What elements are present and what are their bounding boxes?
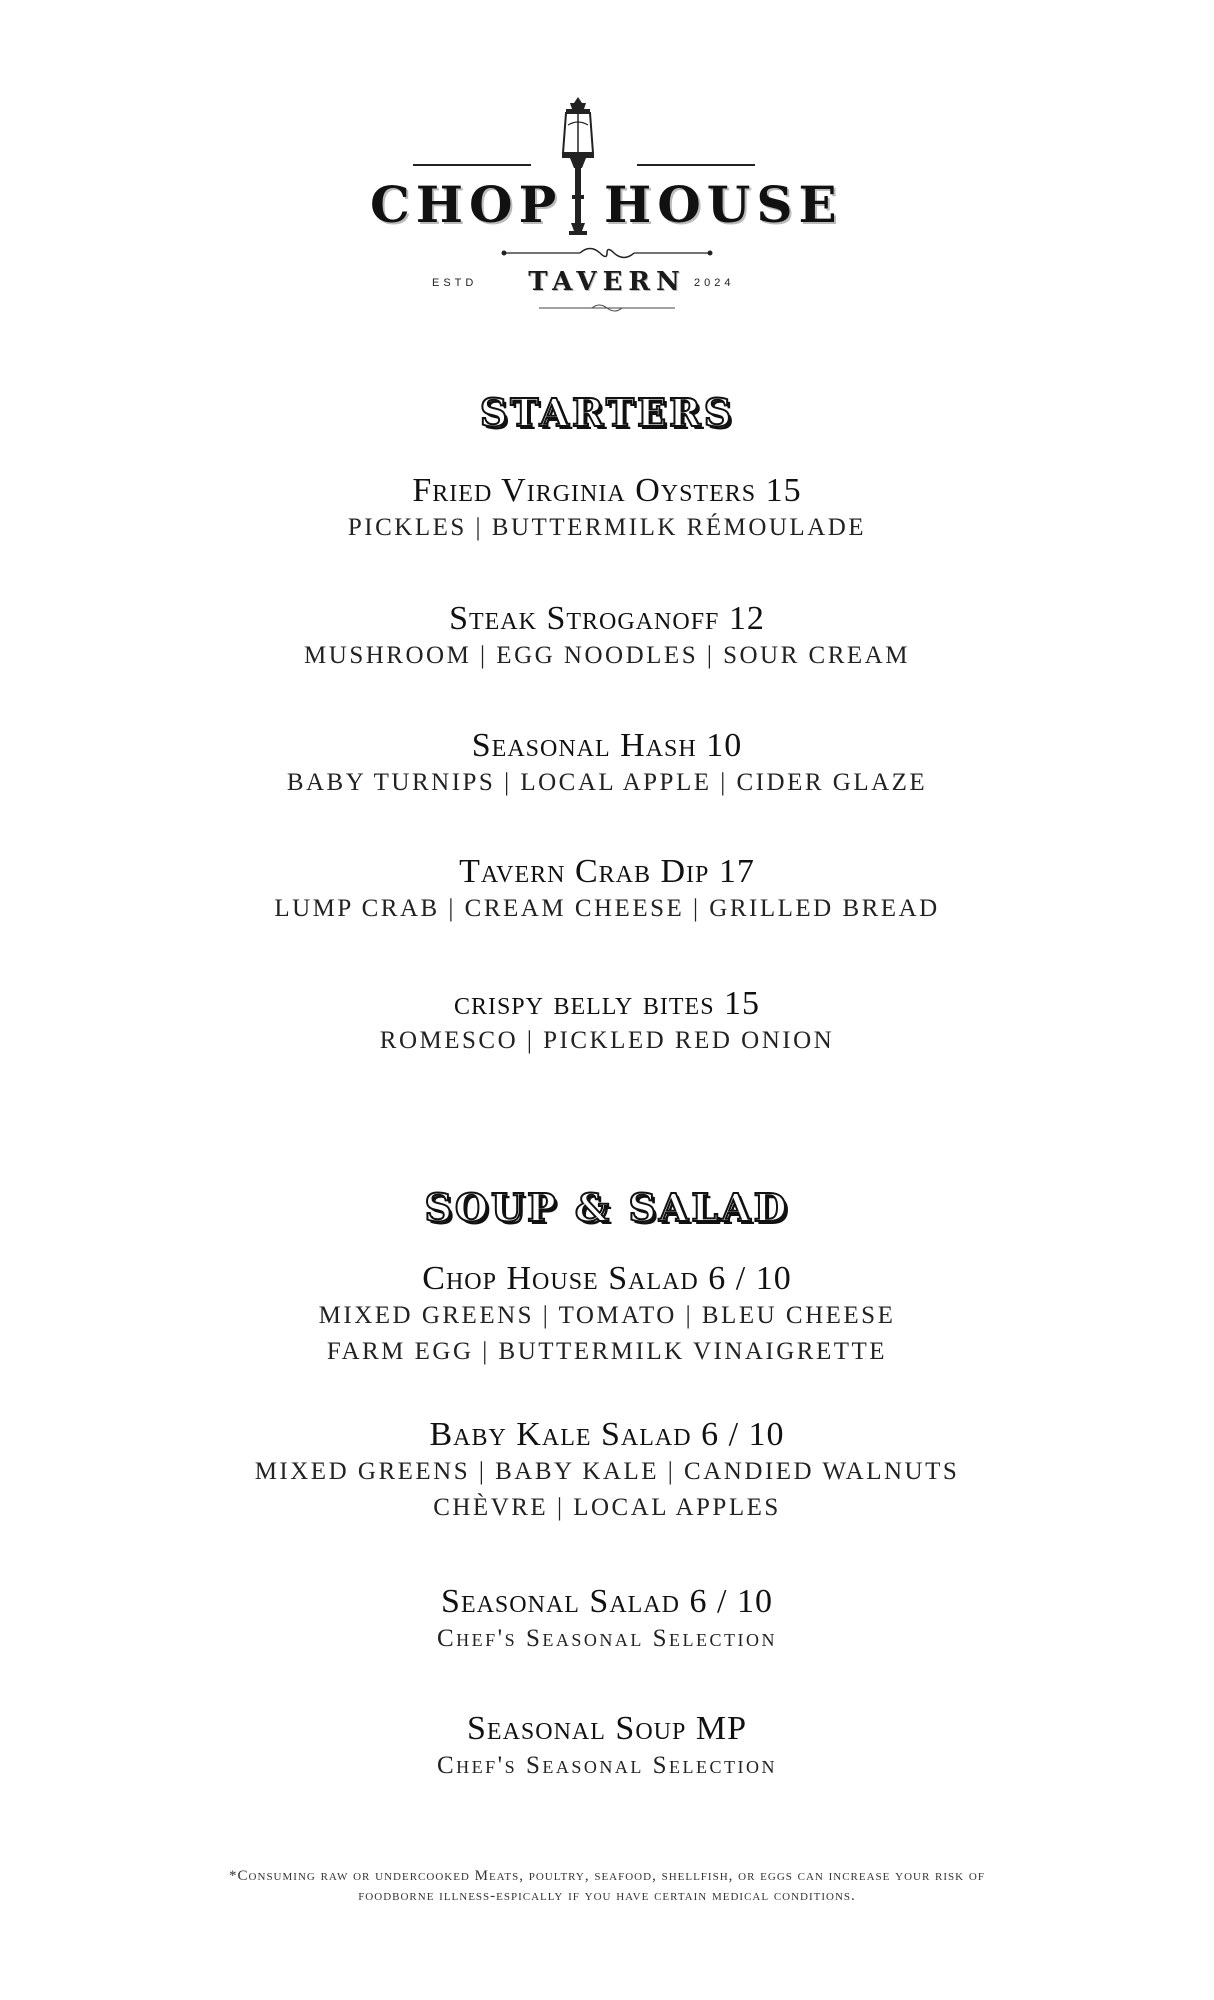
logo-word-tavern: TAVERN [528,267,686,297]
item-name: crispy belly bites 15 [453,985,761,1022]
item-description: FARM EGG | BUTTERMILK VINAIGRETTE [326,1338,888,1365]
soup-salad-section [0,1185,1214,1230]
logo-word-chop: CHOP [370,175,563,234]
chop-house-logo [0,95,1214,325]
item-description: ROMESCO | PICKLED RED ONION [379,1027,835,1054]
item-description: Chef's Seasonal Selection [437,1752,777,1779]
item-name: Seasonal Hash 10 [471,727,743,764]
section-title-starters: STARTERS [479,390,735,435]
footnote-line: *Consuming raw or undercooked Meats, poultry, seafood, shellfish, or eggs can increase your risk of [229,1868,985,1884]
item-description: CHÈVRE | LOCAL APPLES [433,1494,781,1521]
item-name: Baby Kale Salad 6 / 10 [429,1416,785,1453]
item-description: Chef's Seasonal Selection [437,1625,777,1652]
menu-item [0,1260,1214,1370]
menu-item [0,853,1214,927]
footnote-line: foodborne illness-espically if you have certain medical conditions. [358,1888,856,1904]
item-name: Seasonal Salad 6 / 10 [441,1583,773,1620]
item-name: Chop House Salad 6 / 10 [422,1260,792,1297]
item-name: Seasonal Soup MP [467,1710,747,1747]
logo-rule-right [637,164,755,166]
logo-word-house: HOUSE [604,175,843,234]
logo-rule-left [413,164,531,166]
section-title-soup-salad: SOUP & SALAD [424,1185,790,1230]
disclaimer-footnote [0,1866,1214,1906]
item-description: MIXED GREENS | BABY KALE | CANDIED WALNUTS [254,1458,960,1485]
menu-item [0,472,1214,546]
logo-year: 2024 [694,277,735,289]
flourish-ornament-icon [500,245,714,261]
menu-item [0,600,1214,674]
item-description: PICKLES | BUTTERMILK RÉMOULADE [347,514,867,541]
item-name: Steak Stroganoff 12 [449,600,765,637]
item-description: MUSHROOM | EGG NOODLES | SOUR CREAM [304,642,910,669]
item-name: Tavern Crab Dip 17 [459,853,755,890]
flourish-underline-icon [537,303,677,313]
item-description: MIXED GREENS | TOMATO | BLEU CHEESE [318,1302,896,1329]
menu-item [0,1583,1214,1657]
menu-item [0,985,1214,1059]
item-name: Fried Virginia Oysters 15 [412,472,802,509]
item-description: BABY TURNIPS | LOCAL APPLE | CIDER GLAZE [286,769,928,796]
menu-item [0,1416,1214,1526]
starters-section [0,390,1214,435]
item-description: LUMP CRAB | CREAM CHEESE | GRILLED BREAD [274,895,940,922]
lamp-post-icon [556,95,600,245]
menu-item [0,1710,1214,1784]
logo-estd: ESTD [432,277,478,289]
menu-item [0,727,1214,801]
